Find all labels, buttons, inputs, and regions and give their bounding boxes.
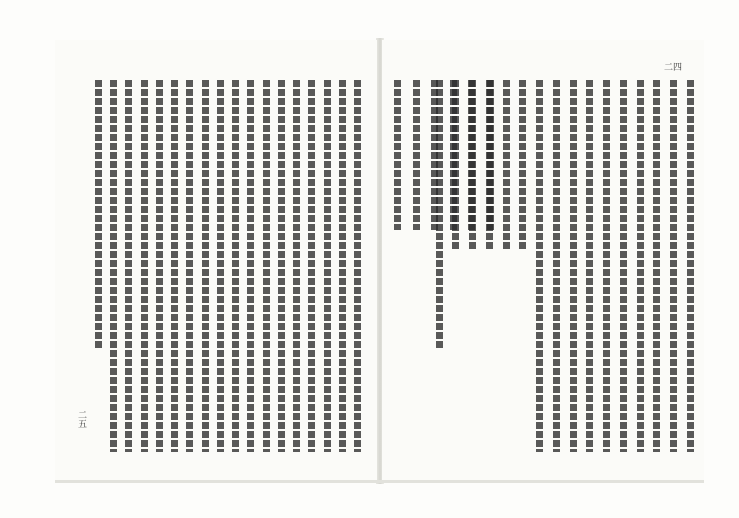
text-column (186, 80, 193, 452)
table-column (413, 80, 420, 230)
text-column (687, 80, 694, 452)
text-column (247, 80, 254, 452)
text-column (110, 80, 117, 452)
table-column (487, 80, 494, 230)
text-column (141, 80, 148, 452)
table-column (468, 80, 475, 230)
text-column (308, 80, 315, 452)
text-column (324, 80, 331, 452)
text-column (354, 80, 361, 452)
text-column (553, 80, 560, 452)
text-column (536, 80, 543, 452)
text-column (156, 80, 163, 452)
text-column (620, 80, 627, 452)
text-column (339, 80, 346, 452)
text-column (263, 80, 270, 452)
text-column (95, 80, 102, 348)
text-column (125, 80, 132, 452)
text-column (293, 80, 300, 452)
text-column (637, 80, 644, 452)
text-column (653, 80, 660, 452)
table-column (431, 80, 438, 230)
text-column (670, 80, 677, 452)
right-page (382, 40, 704, 480)
table-column (394, 80, 401, 230)
text-column (217, 80, 224, 452)
text-column (519, 80, 526, 251)
page-bottom-edge (55, 480, 704, 483)
left-page (55, 40, 377, 480)
text-column (586, 80, 593, 452)
data-table (394, 80, 494, 230)
page-number: 二五 (76, 410, 86, 428)
text-column (202, 80, 209, 452)
text-column (603, 80, 610, 452)
table-column (450, 80, 457, 230)
text-column (171, 80, 178, 452)
text-column (232, 80, 239, 452)
left-page-text-block (95, 80, 361, 452)
page-number: 二四 (663, 63, 682, 73)
text-column (570, 80, 577, 452)
text-column (278, 80, 285, 452)
text-column (503, 80, 510, 251)
